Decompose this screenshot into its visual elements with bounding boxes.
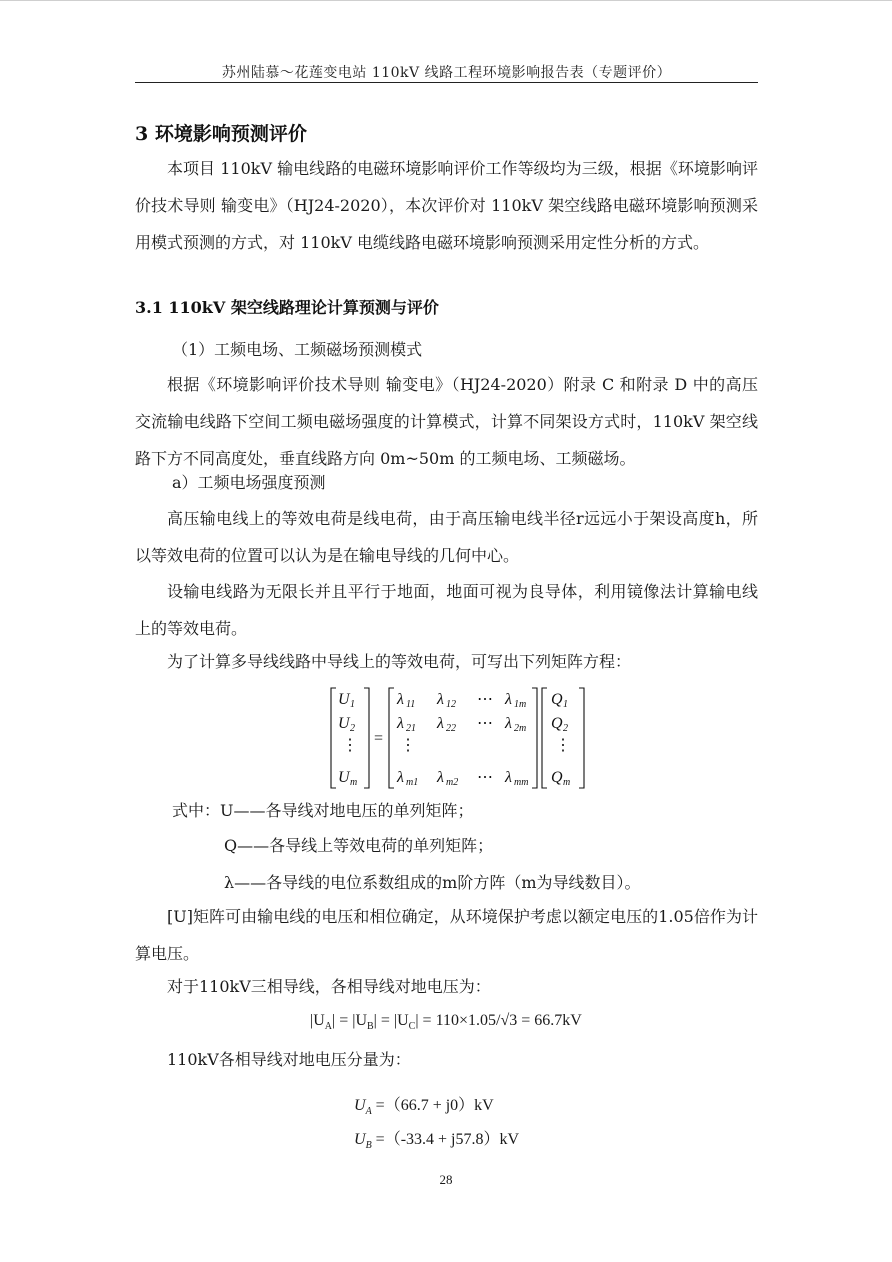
page-top-border <box>0 0 892 1</box>
intro-paragraph: 本项目 110kV 输电线路的电磁环境影响评价工作等级均为三级，根据《环境影响评价技术导则 输变电》（HJ24-2020），本次评价对 110kV 架空线路电磁环境影响预测采用模式预测的方式，对 110kV 电缆线路电磁环境影响预测采用定性分析的方式。 <box>135 159 758 252</box>
voltage-magnitude-formula <box>310 1012 582 1032</box>
svg-text:2m: 2m <box>514 723 527 734</box>
svg-text:m1: m1 <box>406 777 419 788</box>
definition-lambda: λ——各导线的电位系数组成的m阶方阵（m为导线数目）。 <box>224 873 641 892</box>
uc-abs: $|U_C|$ <box>393 1012 423 1033</box>
svg-text:U: U <box>338 769 350 786</box>
magnitude-value: = 110×1.05/√3 = 66.7kV <box>422 1012 582 1029</box>
matrix-equation-svg <box>329 686 589 791</box>
phase-intro-paragraph: 对于110kV三相导线，各相导线对地电压为： <box>167 977 491 996</box>
svg-text:2: 2 <box>563 723 568 734</box>
ub-formula: $U_B =(-33.4 + j57.8)kV$ <box>354 1131 520 1152</box>
svg-text:⋮: ⋮ <box>400 737 416 754</box>
svg-text:U: U <box>338 715 350 732</box>
svg-text:λ: λ <box>437 769 444 786</box>
svg-text:1: 1 <box>563 699 568 710</box>
svg-text:λ: λ <box>397 769 404 786</box>
svg-text:1: 1 <box>350 699 355 710</box>
svg-text:m: m <box>563 777 571 788</box>
mirror-paragraph: 设输电线路为无限长并且平行于地面，地面可视为良导体，利用镜像法计算输电线上的等效电荷。 <box>135 582 758 638</box>
svg-text:12: 12 <box>446 699 456 710</box>
section-heading: 3 环境影响预测评价 <box>135 123 307 145</box>
svg-text:1m: 1m <box>514 699 527 710</box>
svg-text:λ: λ <box>505 691 512 708</box>
svg-text:mm: mm <box>514 777 529 788</box>
svg-text:21: 21 <box>406 723 416 734</box>
svg-text:⋯: ⋯ <box>477 769 493 786</box>
svg-text:m: m <box>350 777 358 788</box>
svg-text:λ: λ <box>397 715 404 732</box>
svg-text:m2: m2 <box>446 777 459 788</box>
page-number: 28 <box>439 1172 453 1187</box>
basis-paragraph: 根据《环境影响评价技术导则 输变电》（HJ24-2020）附录 C 和附录 D 中的高压交流输电线路下空间工频电磁场强度的计算模式，计算不同架设方式时，110kV 架空线路下方不同高度处，垂直线路方向 0m~50m 的工频电场、工频磁场。 <box>135 375 758 468</box>
ua-abs: $|U_A|$ = <box>310 1012 353 1033</box>
svg-text:U: U <box>338 691 350 708</box>
svg-text:λ: λ <box>505 769 512 786</box>
charge-paragraph: 高压输电线上的等效电荷是线电荷，由于高压输电线半径r远远小于架设高度h，所以等效电荷的位置可以认为是在输电导线的几何中心。 <box>135 509 758 565</box>
svg-text:λ: λ <box>397 691 404 708</box>
running-header: 苏州陆慕～花莲变电站 110kV 线路工程环境影响报告表（专题评价） <box>221 65 672 81</box>
svg-text:Q: Q <box>551 715 563 732</box>
header-rule <box>135 82 758 83</box>
svg-text:Q: Q <box>551 691 563 708</box>
svg-text:2: 2 <box>350 723 355 734</box>
item-efield-heading: a）工频电场强度预测 <box>172 473 326 492</box>
svg-text:⋮: ⋮ <box>342 737 358 754</box>
subsection-heading: 3.1 110kV 架空线路理论计算预测与评价 <box>135 298 439 317</box>
svg-text:⋯: ⋯ <box>477 691 493 708</box>
matrix-intro-paragraph: 为了计算多导线线路中导线上的等效电荷，可写出下列矩阵方程： <box>167 652 632 671</box>
svg-text:=: = <box>374 730 384 747</box>
u-matrix-paragraph: [U]矩阵可由输电线的电压和相位确定，从环境保护考虑以额定电压的1.05倍作为计算电压。 <box>135 907 758 963</box>
svg-text:Q: Q <box>551 769 563 786</box>
matrix-equation <box>329 686 589 791</box>
svg-text:⋮: ⋮ <box>555 737 571 754</box>
svg-text:⋯: ⋯ <box>477 715 493 732</box>
component-intro-paragraph: 110kV各相导线对地电压分量为： <box>167 1050 411 1069</box>
definition-q: Q——各导线上等效电荷的单列矩阵； <box>224 836 494 855</box>
item-mode-heading: （1）工频电场、工频磁场预测模式 <box>172 340 423 359</box>
svg-text:22: 22 <box>446 723 456 734</box>
svg-text:λ: λ <box>505 715 512 732</box>
ua-value: =（66.7 + j0）kV <box>375 1097 494 1114</box>
ua-formula: $U_A =(66.7 + j0)kV$ <box>354 1097 494 1118</box>
ub-abs: $|U_B|$ = <box>352 1012 394 1033</box>
definition-u: 式中：U——各导线对地电压的单列矩阵； <box>172 801 474 820</box>
svg-text:λ: λ <box>437 715 444 732</box>
svg-text:λ: λ <box>437 691 444 708</box>
svg-text:11: 11 <box>406 699 416 710</box>
ub-value: =（-33.4 + j57.8）kV <box>375 1131 520 1148</box>
